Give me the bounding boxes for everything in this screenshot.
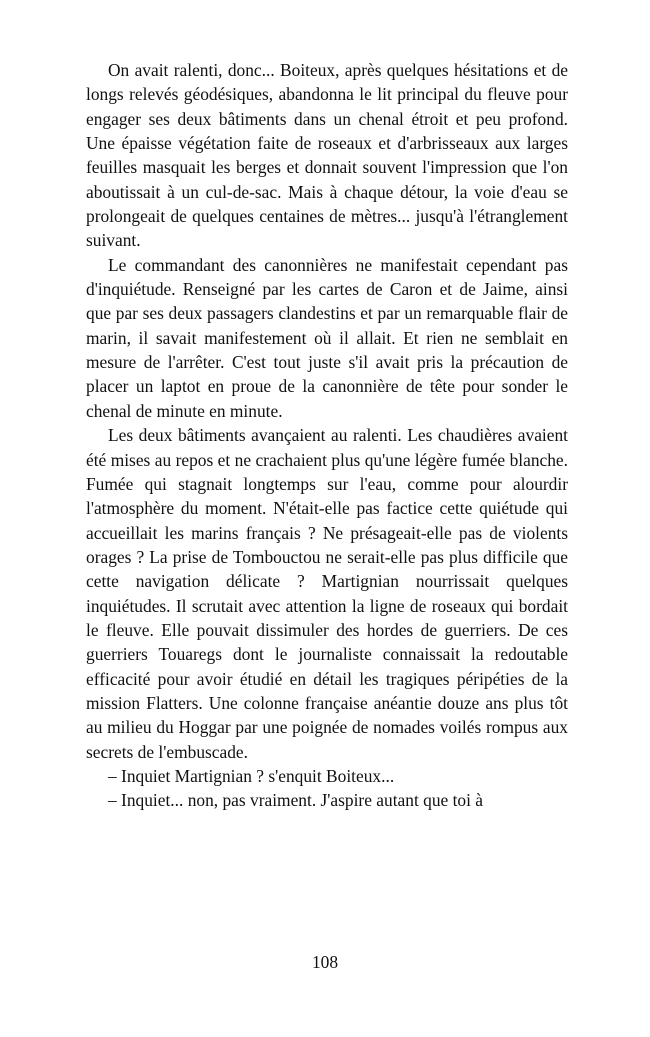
dialogue-line-1: – Inquiet Martignian ? s'enquit Boiteux... xyxy=(108,765,395,786)
paragraph-1: On avait ralenti, donc... Boiteux, après quelques hésitations et de longs relevés géodésiques, abandonna le lit principal du fleuve pour engager ses deux bâtiments dans un chenal étroit et peu profond. Une épaisse végétation faite de roseaux et d'arbrisseaux aux larges feuilles masquait les berges et donnait souvent l'impression que l'on aboutissait à un cul-de-sac. Mais à chaque détour, la voie d'eau se prolongeait de quelques centaines de mètres... jusqu'à l'étranglement suivant. xyxy=(86,60,568,251)
page-body xyxy=(86,58,568,813)
paragraph-2: Le commandant des canonnières ne manifestait cependant pas d'inquiétude. Renseigné par les cartes de Caron et de Jaime, ainsi que par ses deux passagers clandestins et par un remarquable flair de marin, il savait manifestement où il allait. Et rien ne semblait en mesure de l'arrêter. C'est tout juste s'il avait pris la précaution de placer un laptot en proue de la canonnière de tête pour sonder le chenal de minute en minute. xyxy=(86,254,568,421)
page-number: 108 xyxy=(311,952,339,972)
paragraph-3: Les deux bâtiments avançaient au ralenti. Les chaudières avaient été mises au repos et ne crachaient plus qu'une légère fumée blanche. Fumée qui stagnait longtemps sur l'eau, comme pour alourdir l'atmosphère du moment. N'était-elle pas factice cette quiétude qui accueillait les marins français ? Ne présageait-elle pas de violents orages ? La prise de Tombouctou ne serait-elle pas plus difficile que cette navigation délicate ? Martignian nourrissait quelques inquiétudes. Il scrutait avec attention la ligne de roseaux qui bordait le fleuve. Elle pouvait dissimuler des hordes de guerriers. De ces guerriers Touaregs dont le journaliste connaissait la redoutable efficacité pour avoir étudié en détail les tragiques péripéties de la mission Flatters. Une colonne française anéantie douze ans plus tôt au milieu du Hoggar par une poignée de nomades voilés rompus aux secrets de l'embuscade. xyxy=(86,425,568,762)
dialogue-line-2: – Inquiet... non, pas vraiment. J'aspire autant que toi à xyxy=(108,790,484,811)
